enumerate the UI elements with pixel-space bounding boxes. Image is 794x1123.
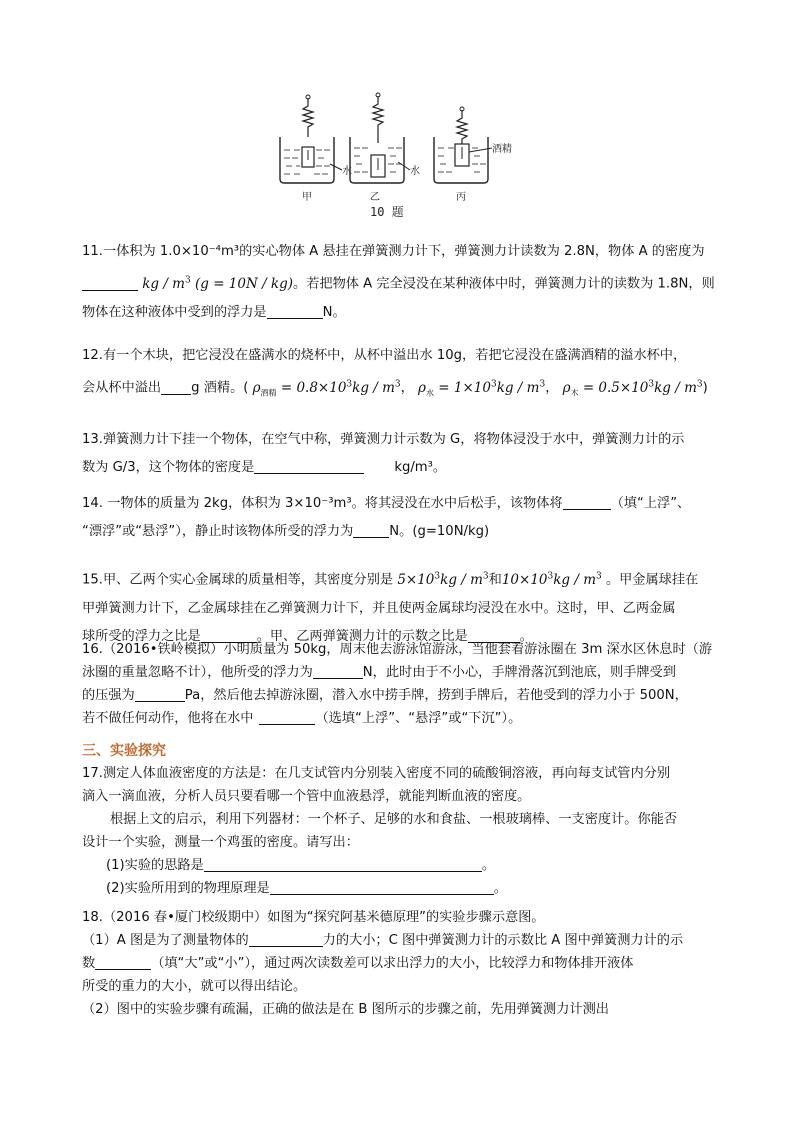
question-17 — [82, 762, 722, 900]
q16-line4-a: 若不做任何动作，他将在水中 — [82, 711, 254, 726]
q12-line2: 会从杯中溢出 g 酒精。( $\rho_{酒精} = 0.8\times 10^3kg / m^3$， $\rho_水 = 1\times 10^3kg / m^3$， $\rho_木 = 0.5\times 10^3kg / m^3$) — [82, 379, 708, 398]
q12-line2-b: g 酒精。( — [191, 380, 249, 396]
alcohol-label: 酒精 — [492, 144, 512, 155]
q17-line6-text: (2)实验所用到的物理原理是 — [106, 881, 270, 896]
q18-line2-a: （1）A 图是为了测量物体的 — [82, 933, 249, 948]
q16-line3-b: Pa，然后他去掉游泳圈，潜入水中捞手牌，捞到手牌后，若他受到的浮力小于 500N， — [184, 688, 688, 703]
label-jia: 甲 — [302, 192, 312, 203]
q16-line3-a: 的压强为 — [82, 688, 135, 703]
q17-line5-text: (1)实验的思路是 — [106, 858, 204, 873]
q14-line2-b: N。(g=10N/kg) — [389, 524, 490, 539]
label-yi: 乙 — [370, 192, 380, 203]
q15-line1-a: 15.甲、乙两个实心金属球的质量相等，其密度分别是 — [82, 572, 394, 588]
q11-density-blank[interactable] — [82, 275, 138, 291]
q17-line1: 17.测定人体血液密度的方法是：在几支试管内分别装入密度不同的硫酸铜溶液，再向每支试管内分别 — [82, 766, 671, 781]
q12-line2-a: 会从杯中溢出 — [82, 380, 162, 396]
figure-caption: 10 题 — [370, 205, 404, 219]
q15-line3-b: 。甲、乙两弹簧测力计的示数之比是 — [256, 628, 468, 644]
q18-line4: 所受的重力的大小，就可以得出结论。 — [82, 979, 307, 994]
q16-pressure-blank[interactable] — [135, 686, 185, 702]
q18-line2 — [82, 929, 722, 952]
q18-line1: 18.（2016 春•厦门校级期中）如图为“探究阿基米德原理”的实验步骤示意图。 — [82, 910, 545, 925]
q16-line4-b: （选填“上浮”、“悬浮”或“下沉”）。 — [315, 711, 522, 726]
q17-line2: 滴入一滴血液，分析人员只要看哪一个管中血液悬浮，就能判断血液的密度。 — [82, 789, 531, 804]
q15-line3-c: 。 — [519, 628, 533, 644]
q12-alcohol-blank[interactable] — [161, 379, 191, 395]
beaker-jia — [280, 95, 352, 203]
water-label-jia: 水 — [342, 166, 352, 177]
q17-idea-blank[interactable] — [204, 856, 482, 872]
q18-line5: （2）图中的实验步骤有疏漏，正确的做法是在 B 图所示的步骤之前，先用弹簧测力计测出 — [82, 1002, 609, 1017]
q12-close: ) — [702, 380, 708, 396]
q15-density-2: $10\times 10^3kg / m^3$ — [501, 571, 602, 588]
q11-buoyancy-blank[interactable] — [267, 303, 323, 319]
q16-line4 — [82, 707, 722, 730]
q15-line3-a: 球所受的浮力之比是 — [82, 628, 201, 644]
beaker-figure — [270, 92, 530, 222]
q18-line3-a: 数 — [82, 956, 96, 971]
q16-line2-b: N，此时由于不小心，手牌滑落沉到池底，则手牌受到 — [362, 665, 676, 680]
q16-buoyancy-blank[interactable] — [313, 663, 363, 679]
q13-line1: 13.弹簧测力计下挂一个物体，在空气中称，弹簧测力计示数为 G，将物体浸没于水中，弹簧测力计的示 — [82, 432, 685, 447]
q14-buoyancy-blank[interactable] — [353, 522, 389, 538]
q16-line2-a: 泳圈的重量忽略不计），他所受的浮力为 — [82, 665, 313, 680]
q14-line1-b: （填“上浮”、 — [610, 496, 691, 511]
beaker-bing — [434, 107, 512, 203]
q17-line5: (1)实验的思路是 。 — [106, 858, 495, 873]
q17-line6: (2)实验所用到的物理原理是 。 — [106, 881, 507, 896]
q14-line2 — [82, 518, 722, 546]
q17-line4: 设计一个实验，测量一个鸡蛋的密度。请写出： — [82, 835, 359, 850]
q14-line1-a: 14. 一物体的质量为 2kg，体积为 3×10⁻³m³。将其浸没在水中后松手，该物体将 — [82, 496, 563, 511]
beaker-diagram — [270, 92, 530, 222]
q11-line2-rest: 。若把物体 A 完全浸没在某种液体中时，弹簧测力计的读数为 1.8N，则 — [293, 276, 715, 292]
q14-line2-a: “漂浮”或“悬浮”），静止时该物体所受的浮力为 — [82, 524, 354, 539]
q11-line2: kg / $m^3$ (g = 10N / kg)。若把物体 A 完全浸没在某种液体中时，弹簧测力计的读数为 1.8N，则 — [82, 266, 722, 299]
q13-line2-a: 数为 G/3，这个物体的密度是 — [82, 460, 255, 475]
question-13 — [82, 426, 722, 482]
q16-line1: 16.（2016•铁岭模拟）小明质量为 50kg，周末他去游泳馆游泳，当他套着游泳圈在 3m 深水区休息时（游 — [82, 642, 713, 657]
question-16 — [82, 638, 722, 730]
q18-force-blank[interactable] — [249, 931, 323, 947]
q16-line2 — [82, 661, 722, 684]
question-12 — [82, 342, 722, 407]
q15-line1-b: 。甲金属球挂在 — [605, 572, 699, 588]
q17-line3: 根据上文的启示，利用下列器材：一个杯子、足够的水和食盐、一根玻璃棒、一支密度计。你能否 — [110, 812, 678, 827]
q12-density-water: $\rho_水 = 1\times 10^3kg / m^3$ — [418, 379, 546, 398]
q18-compare-blank[interactable] — [95, 954, 151, 970]
q12-line1: 12.有一个木块，把它浸没在盛满水的烧杯中，从杯中溢出水 10g，若把它浸没在盛满酒精的溢水杯中， — [82, 348, 687, 363]
q11-line3-text: 物体在这种液体中受到的浮力是 — [82, 304, 267, 320]
q14-line1 — [82, 490, 722, 518]
q16-line3 — [82, 684, 722, 707]
q13-line2 — [82, 454, 722, 482]
q11-line1: 11.一体积为 1.0×10⁻⁴m³的实心物体 A 悬挂在弹簧测力计下，弹簧测力计读数为 2.8N，物体 A 的密度为 — [82, 244, 705, 259]
q15-and: 和 — [488, 572, 502, 588]
q11-unit: kg / m — [142, 275, 185, 292]
section-3-title: 三、实验探究 — [82, 743, 166, 759]
question-14 — [82, 490, 722, 546]
q11-line3-end: N。 — [322, 304, 346, 320]
q13-line2-b: kg/m³。 — [394, 460, 447, 475]
q18-line3-b: （填“大”或“小”），通过两次读数差可以求出浮力的大小，比较浮力和物体排开液体 — [151, 956, 634, 971]
q17-principle-blank[interactable] — [270, 879, 494, 895]
q18-line2-b: 力的大小；C 图中弹簧测力计的示数比 A 图中弹簧测力计的示 — [322, 933, 684, 948]
q11-g-expr: (g = 10N / kg) — [195, 275, 294, 292]
q15-line2: 甲弹簧测力计下，乙金属球挂在乙弹簧测力计下，并且使两金属球均浸没在水中。这时，甲、乙两金属 — [82, 600, 676, 616]
q12-density-alcohol: $\rho_{酒精} = 0.8\times 10^3kg / m^3$ — [252, 379, 401, 398]
question-18 — [82, 906, 722, 1021]
q11-line3 — [82, 299, 722, 327]
q15-line1 — [82, 562, 722, 595]
label-bing: 丙 — [456, 192, 466, 203]
q18-line3 — [82, 952, 722, 975]
q12-density-wood: $\rho_木 = 0.5\times 10^3kg / m^3$ — [562, 379, 703, 398]
q15-density-1: $5\times 10^3kg / m^3$ — [397, 571, 489, 588]
q14-state-blank[interactable] — [563, 494, 611, 510]
question-11 — [82, 238, 722, 327]
q16-state-blank[interactable] — [259, 709, 315, 725]
q13-density-blank[interactable] — [254, 458, 364, 474]
beaker-yi — [350, 93, 420, 203]
water-label-yi: 水 — [410, 166, 420, 177]
